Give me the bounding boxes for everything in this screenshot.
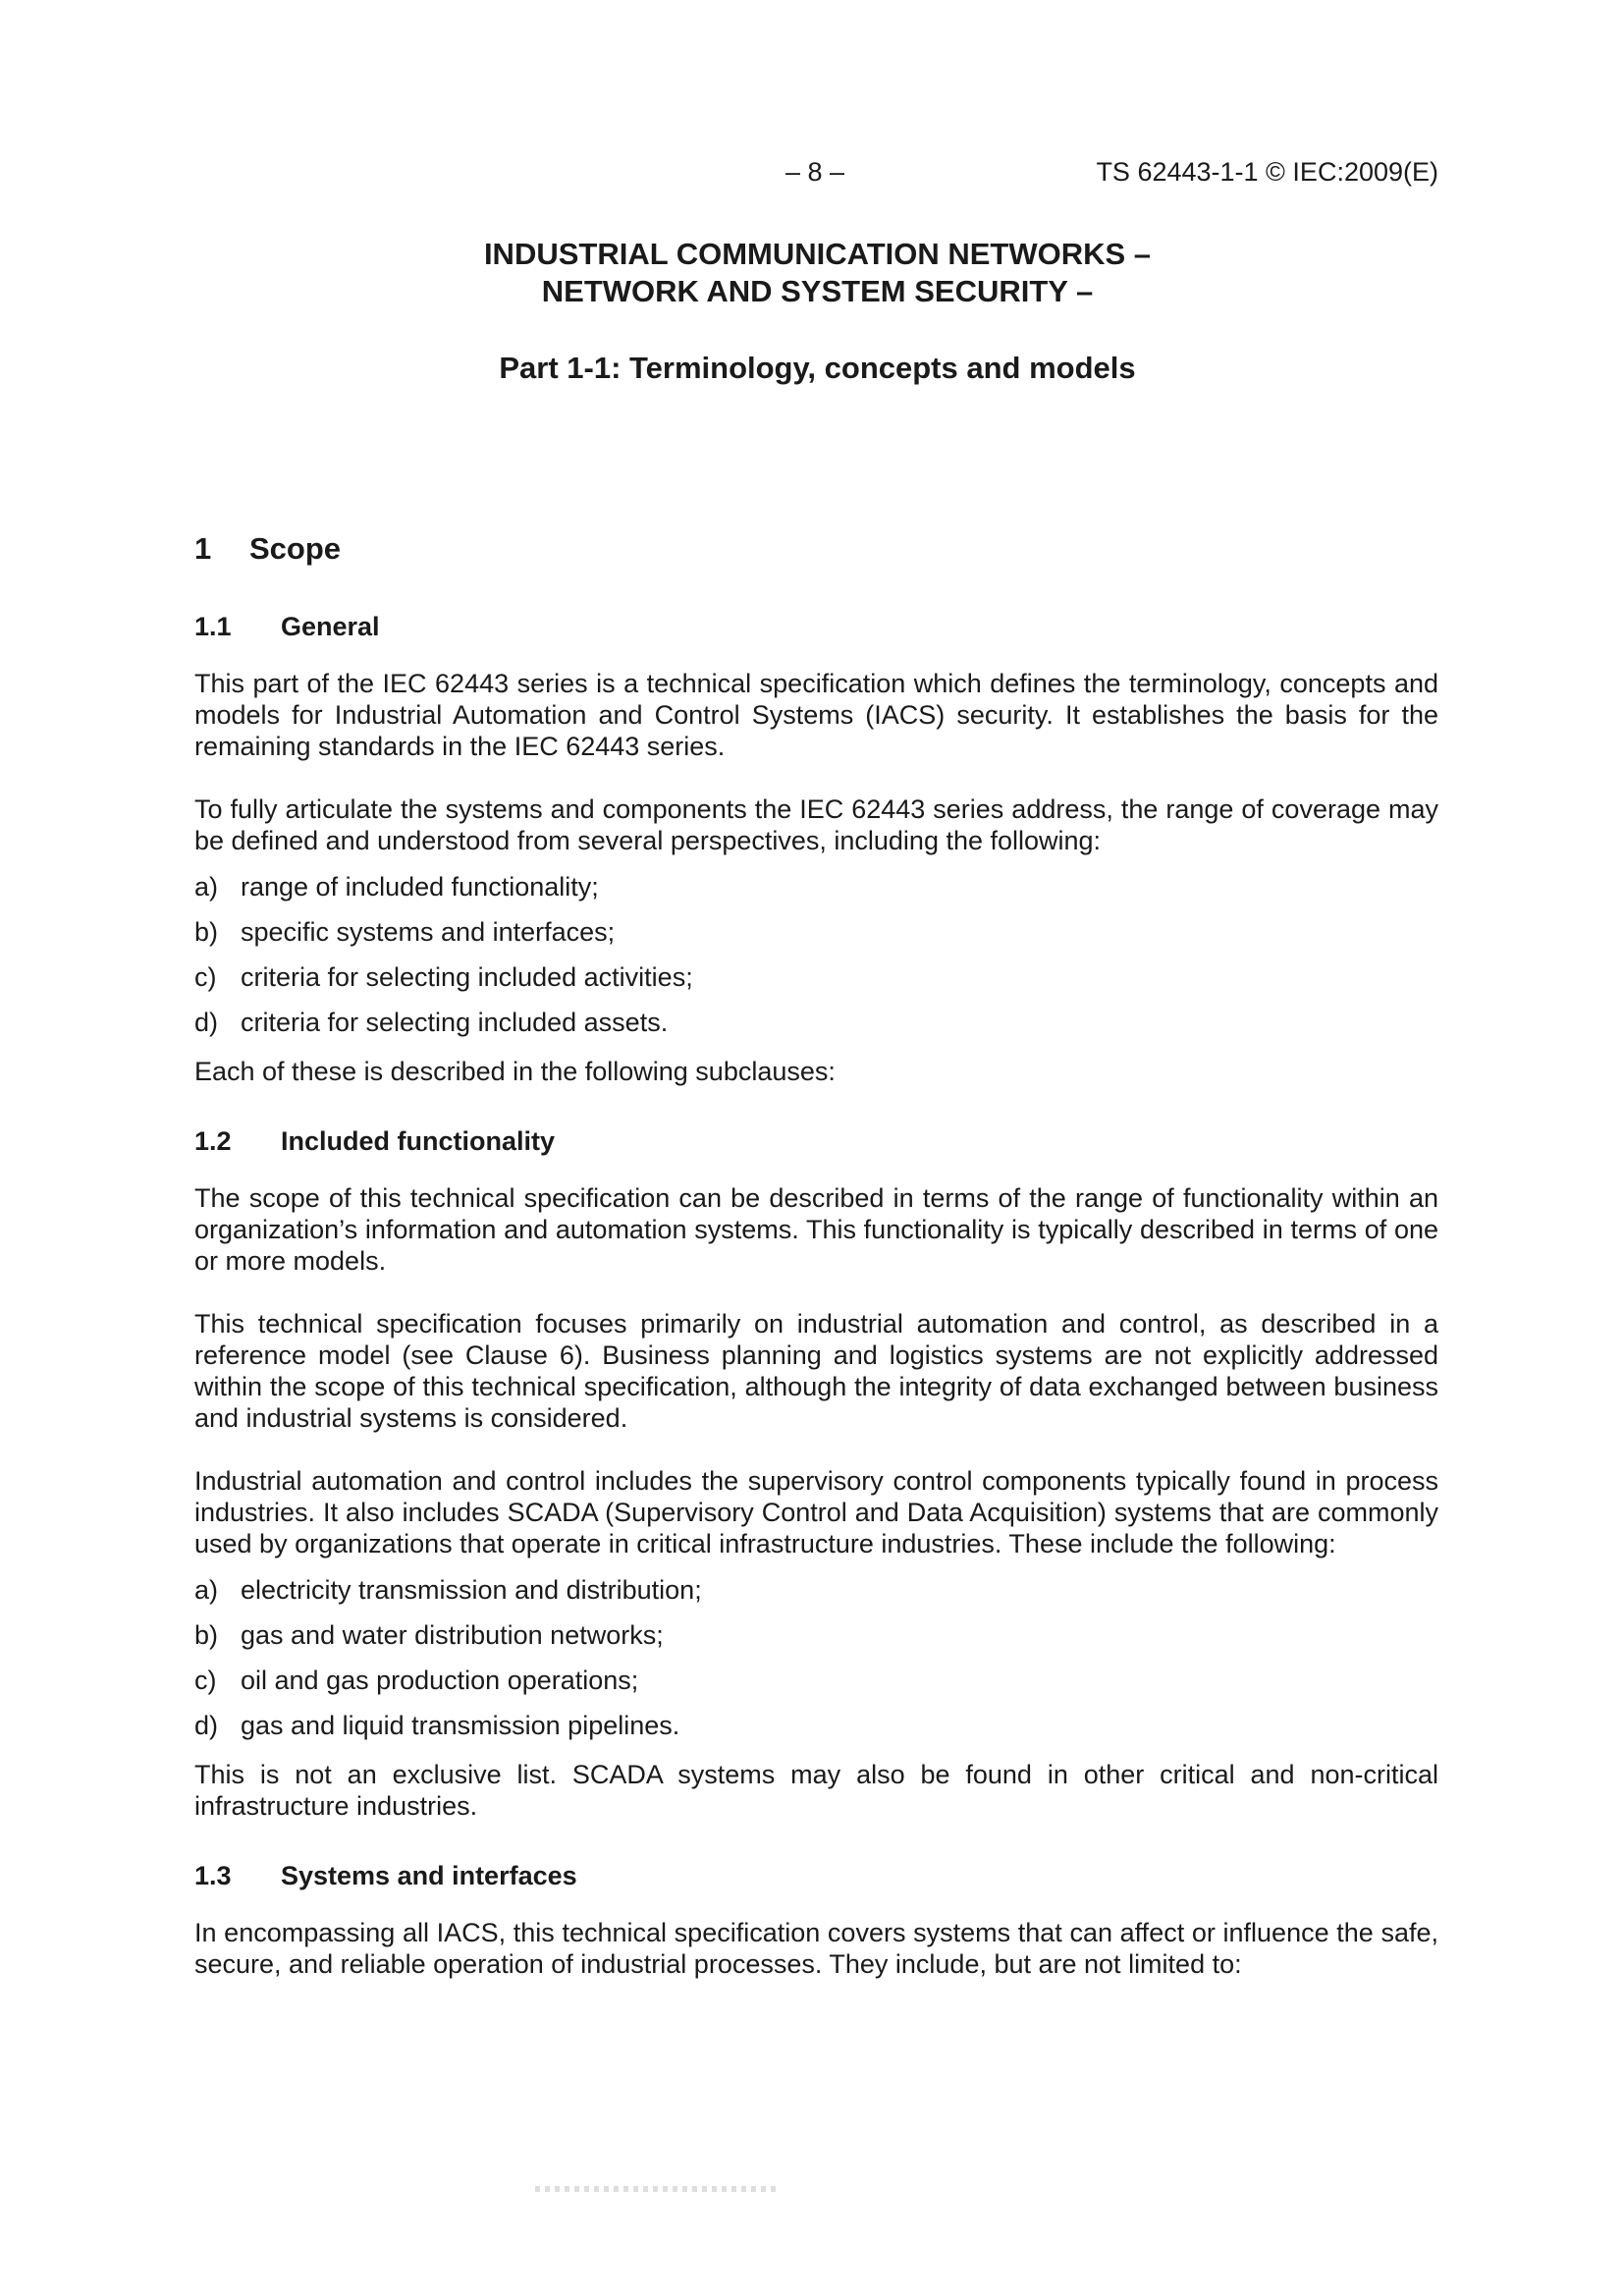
subsection-heading-systems-and-interfaces: [194, 1860, 1438, 1891]
list-item: [194, 961, 1438, 993]
list-label: d): [194, 1008, 219, 1037]
paragraph: In encompassing all IACS, this technical specification covers systems that can affect or influence the safe, secure, and reliable operation of industrial processes. They include, but are not limited to:: [194, 1918, 1438, 1979]
list-item: [194, 1619, 1438, 1651]
subsection-title: General: [281, 612, 380, 641]
subsection-number: 1.1: [194, 612, 232, 641]
subsection-number: 1.3: [194, 1861, 232, 1890]
paragraph: To fully articulate the systems and components the IEC 62443 series address, the range of coverage may be defined and understood from several perspectives, including the following:: [194, 794, 1438, 855]
list-text: oil and gas production operations;: [241, 1666, 639, 1695]
list-label: b): [194, 1620, 219, 1650]
subsection-title: Systems and interfaces: [281, 1861, 577, 1890]
list-item: [194, 1007, 1438, 1038]
list-item: [194, 1710, 1438, 1741]
page-number: – 8 –: [785, 157, 845, 187]
title-line-2: NETWORK AND SYSTEM SECURITY –: [541, 274, 1094, 308]
subsection-number: 1.2: [194, 1126, 232, 1156]
list-item: [194, 1665, 1438, 1696]
title-line-1: INDUSTRIAL COMMUNICATION NETWORKS –: [483, 237, 1152, 271]
paragraph: The scope of this technical specification can be described in terms of the range of functionality within an organization’s information and automation systems. This functionality is typically described in terms of one or more models.: [194, 1183, 1438, 1276]
section-number: 1: [194, 531, 212, 566]
list-text: range of included functionality;: [241, 872, 599, 902]
subsection-heading-included-functionality: [194, 1125, 1438, 1157]
subsection-heading-general: [194, 611, 1438, 642]
document-reference: TS 62443-1-1 © IEC:2009(E): [1096, 157, 1438, 187]
list-label: c): [194, 962, 217, 992]
part-title: Part 1-1: Terminology, concepts and models: [499, 351, 1136, 385]
section-title: Scope: [249, 531, 342, 566]
list-text: criteria for selecting included activities;: [241, 962, 693, 992]
list-item: [194, 916, 1438, 948]
list-label: d): [194, 1711, 219, 1740]
list-text: gas and water distribution networks;: [241, 1620, 664, 1650]
list-label: a): [194, 1575, 219, 1605]
list-text: specific systems and interfaces;: [241, 917, 616, 947]
list-label: b): [194, 917, 219, 947]
paragraph: This technical specification focuses primarily on industrial automation and control, as described in a reference model (see Clause 6). Business planning and logistics systems are not explicitly addressed within the scope of this technical specification, although the integrity of data exchanged between business and industrial systems is considered.: [194, 1309, 1438, 1433]
list-item: [194, 1574, 1438, 1606]
list-item: [194, 871, 1438, 902]
document-body: [194, 530, 1438, 1980]
paragraph: This part of the IEC 62443 series is a technical specification which defines the terminology, concepts and models for Industrial Automation and Control Systems (IACS) security. It establishes the basis for the remaining standards in the IEC 62443 series.: [194, 669, 1438, 761]
faint-footer-mark: [535, 2186, 781, 2192]
subsection-title: Included functionality: [281, 1126, 556, 1156]
paragraph: Each of these is described in the following subclauses:: [194, 1057, 836, 1086]
list-label: a): [194, 872, 219, 902]
section-heading-scope: [194, 530, 1438, 568]
paragraph: This is not an exclusive list. SCADA systems may also be found in other critical and non-critical infrastructure industries.: [194, 1760, 1438, 1821]
paragraph: Industrial automation and control includes the supervisory control components typically found in process industries. It also includes SCADA (Supervisory Control and Data Acquisition) systems that are commonly used by organizations that operate in critical infrastructure industries. These include the following:: [194, 1466, 1438, 1558]
list-text: electricity transmission and distribution;: [241, 1575, 702, 1605]
list-text: criteria for selecting included assets.: [241, 1008, 669, 1037]
list-label: c): [194, 1666, 217, 1695]
list-text: gas and liquid transmission pipelines.: [241, 1711, 680, 1740]
document-title: [196, 236, 1438, 417]
